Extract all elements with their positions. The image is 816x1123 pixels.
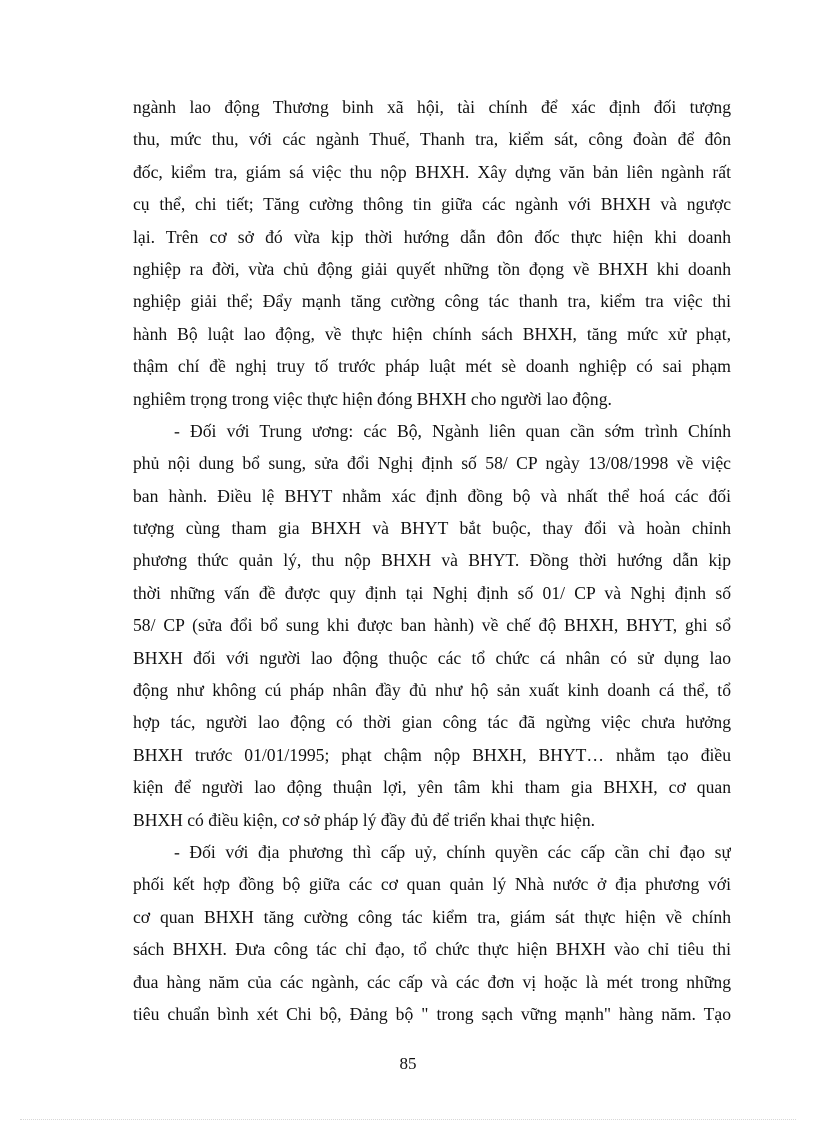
paragraph-3-line-3: cơ quan BHXH tăng cường công tác kiểm tra, giám sát thực hiện về chính (133, 906, 731, 927)
paragraph-2-line-13: BHXH có điều kiện, cơ sở pháp lý đầy đủ để triển khai thực hiện. (133, 809, 596, 830)
paragraph-1-line-2: thu, mức thu, với các ngành Thuế, Thanh tra, kiểm sát, công đoàn để đôn (133, 129, 731, 150)
paragraph-1-line-8: hành Bộ luật lao động, về thực hiện chính sách BHXH, tăng mức xử phạt, (133, 323, 731, 344)
body-text (133, 91, 731, 1030)
paragraph-2-line-7: 58/ CP (sửa đổi bổ sung khi được ban hành) về chế độ BHXH, BHYT, ghi sổ (133, 615, 731, 636)
paragraph-2-line-12: kiện để người lao động thuận lợi, yên tâm khi tham gia BHXH, cơ quan (133, 777, 731, 798)
paragraph-1-line-10: nghiêm trọng trong việc thực hiện đóng BHXH cho người lao động. (133, 388, 612, 409)
paragraph-3-line-5: đua hàng năm của các ngành, các cấp và các đơn vị hoặc là mét trong những (133, 971, 731, 992)
paragraph-2-line-9: động như không cú pháp nhân đầy đủ như hộ sản xuất kinh doanh cá thể, tổ (133, 680, 731, 701)
paragraph-1-line-7: nghiệp giải thể; Đẩy mạnh tăng cường công tác thanh tra, kiểm tra việc thi (133, 291, 731, 312)
paragraph-1-line-9: thậm chí đề nghị truy tố trước pháp luật mét sè doanh nghiệp có sai phạm (133, 356, 731, 377)
paragraph-2-line-11: BHXH trước 01/01/1995; phạt chậm nộp BHXH, BHYT… nhằm tạo điều (133, 744, 731, 765)
paragraph-2-line-6: thời những vấn đề được quy định tại Nghị định số 01/ CP và Nghị định số (133, 582, 731, 603)
paragraph-1-line-6: nghiệp ra đời, vừa chủ động giải quyết những tồn đọng về BHXH khi doanh (133, 258, 731, 279)
paragraph-2-line-4: tượng cùng tham gia BHXH và BHYT bắt buộc, thay đổi và hoàn chỉnh (133, 518, 731, 539)
paragraph-1-line-5: lại. Trên cơ sở đó vừa kịp thời hướng dẫn đôn đốc thực hiện khi doanh (133, 226, 731, 247)
paragraph-3-line-1: - Đối với địa phương thì cấp uỷ, chính quyền các cấp cần chỉ đạo sự (174, 841, 731, 862)
paragraph-1-line-4: cụ thể, chi tiết; Tăng cường thông tin giữa các ngành với BHXH và ngược (133, 194, 731, 215)
page-number: 85 (399, 1054, 417, 1073)
paragraph-3-line-4: sách BHXH. Đưa công tác chỉ đạo, tổ chức thực hiện BHXH vào chỉ tiêu thi (133, 939, 731, 960)
paragraph-2-line-2: phủ nội dung bổ sung, sửa đổi Nghị định số 58/ CP ngày 13/08/1998 về việc (133, 453, 731, 474)
paragraph-2-line-8: BHXH đối với người lao động thuộc các tổ chức cá nhân có sử dụng lao (133, 647, 731, 668)
paragraph-2-line-3: ban hành. Điều lệ BHYT nhằm xác định đồng bộ và nhất thể hoá các đối (133, 485, 731, 506)
paragraph-2-line-5: phương thức quản lý, thu nộp BHXH và BHYT. Đồng thời hướng dẫn kịp (133, 550, 731, 571)
paragraph-3-line-2: phối kết hợp đồng bộ giữa các cơ quan quản lý Nhà nước ở địa phương với (133, 874, 731, 895)
paragraph-2-line-1: - Đối với Trung ương: các Bộ, Ngành liên quan cần sớm trình Chính (174, 420, 731, 441)
page-edge-divider (20, 1119, 796, 1120)
paragraph-3-line-6: tiêu chuẩn bình xét Chi bộ, Đảng bộ " trong sạch vững mạnh" hàng năm. Tạo (133, 1003, 731, 1024)
paragraph-2-line-10: hợp tác, người lao động có thời gian công tác đã ngừng việc chưa hưởng (133, 712, 731, 733)
paragraph-1-line-3: đốc, kiểm tra, giám sá việc thu nộp BHXH. Xây dựng văn bản liên ngành rất (133, 161, 731, 182)
paragraph-1-line-1: ngành lao động Thương binh xã hội, tài chính để xác định đối tượng (133, 97, 731, 117)
